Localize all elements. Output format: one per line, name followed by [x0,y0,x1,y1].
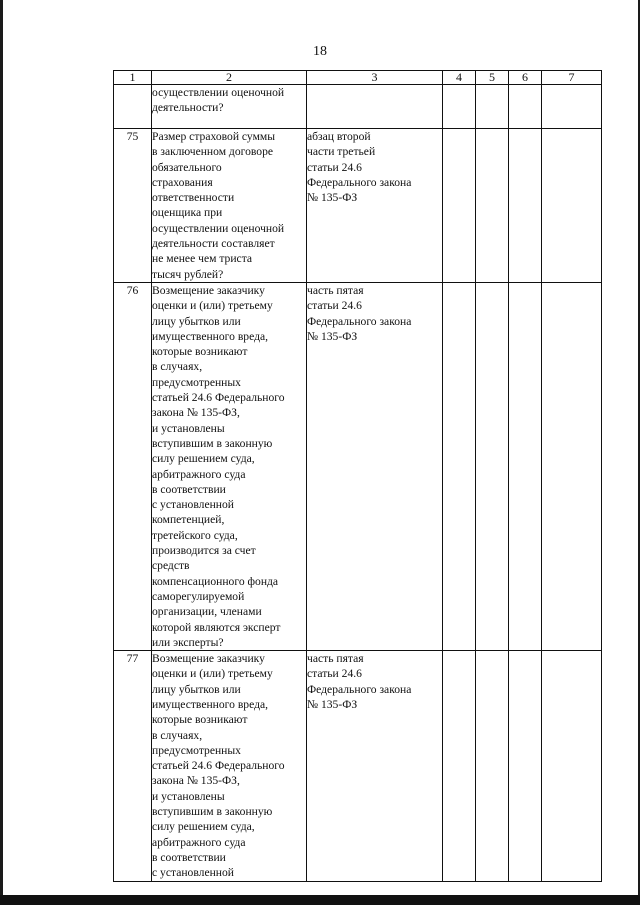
answer-cell-7 [542,651,602,881]
table-row [114,651,602,881]
header-col-4: 4 [443,71,476,85]
question-text: Возмещение заказчику оценки и (или) третьему лицу убытков или имущественного вреда, которые возникают в случаях, предусмотренных статьей 24.6 Федерального закона № 135-ФЗ, и установлены вступившим в законную силу решением суда, арбитражного суда в соответствии с установленной компетенцией, третейского суда, производится за счет средств компенсационного фонда саморегулируемой организации, членами которой являются эксперт или эксперты? [152,283,285,649]
requirement-cell [307,85,443,129]
header-col-2: 2 [152,71,307,85]
answer-cell-5 [476,282,509,650]
checklist-table [113,70,602,882]
question-cell [152,85,307,129]
answer-cell-7 [542,282,602,650]
answer-cell-5 [476,85,509,129]
answer-cell-6 [509,85,542,129]
question-cell [152,651,307,881]
page-number: 18 [313,44,327,59]
header-col-5: 5 [476,71,509,85]
header-col-7: 7 [542,71,602,85]
table-row [114,282,602,650]
header-col-3: 3 [307,71,443,85]
requirement-cell [307,282,443,650]
row-number [114,85,152,129]
answer-cell-6 [509,282,542,650]
requirement-text: часть пятая статьи 24.6 Федерального закона № 135-ФЗ [307,283,412,343]
question-text: осуществлении оценочной деятельности? [152,86,285,115]
answer-cell-4 [443,85,476,129]
question-cell [152,129,307,283]
answer-cell-7 [542,85,602,129]
answer-cell-4 [443,282,476,650]
answer-cell-5 [476,651,509,881]
header-col-6: 6 [509,71,542,85]
scan-border-bottom [0,895,640,905]
table-row-continuation [114,85,602,129]
table-row [114,129,602,283]
scan-border-left [0,0,3,905]
header-col-1: 1 [114,71,152,85]
requirement-cell [307,129,443,283]
answer-cell-7 [542,129,602,283]
requirement-text: абзац второй части третьей статьи 24.6 Федерального закона № 135-ФЗ [307,130,412,205]
answer-cell-5 [476,129,509,283]
requirement-text: часть пятая статьи 24.6 Федерального закона № 135-ФЗ [307,652,412,711]
answer-cell-4 [443,651,476,881]
answer-cell-4 [443,129,476,283]
question-cell [152,282,307,650]
row-number: 75 [114,129,152,283]
row-number: 76 [114,282,152,650]
row-number: 77 [114,651,152,881]
question-text: Размер страховой суммы в заключенном договоре обязательного страхования ответственности оценщика при осуществлении оценочной деятельности составляет не менее чем триста тысяч рублей? [152,130,285,281]
header-row [114,71,602,85]
question-text: Возмещение заказчику оценки и (или) третьему лицу убытков или имущественного вреда, которые возникают в случаях, предусмотренных статьей 24.6 Федерального закона № 135-ФЗ, и установлены вступившим в законную силу решением суда, арбитражного суда в соответствии с установленной [152,652,285,880]
answer-cell-6 [509,129,542,283]
requirement-cell [307,651,443,881]
answer-cell-6 [509,651,542,881]
